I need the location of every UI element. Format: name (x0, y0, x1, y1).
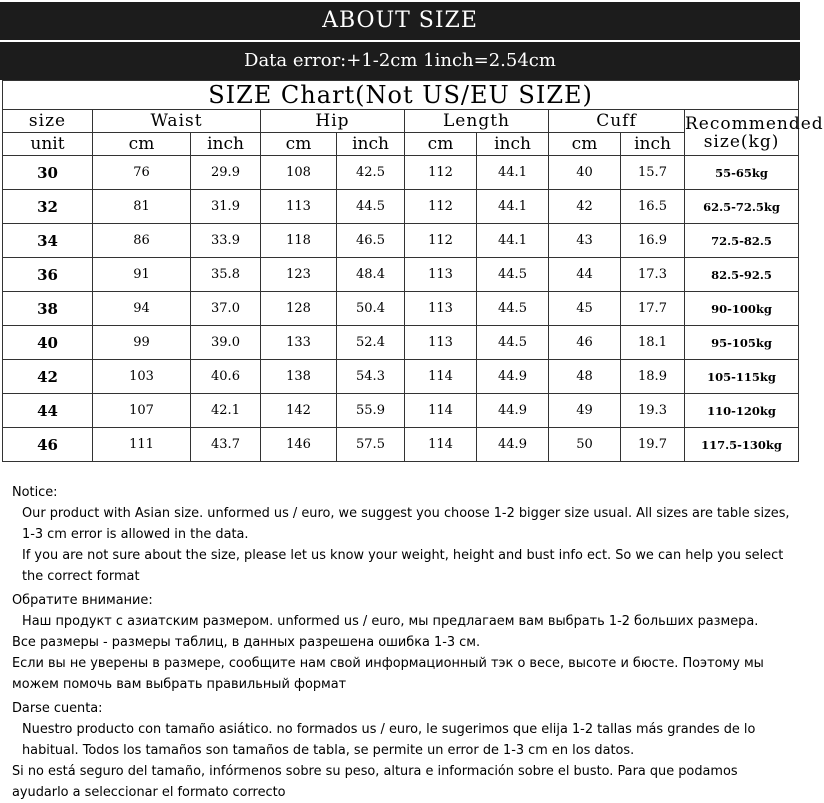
cell-size: 42 (3, 360, 93, 394)
cell-waist-cm: 94 (93, 292, 191, 326)
cell-waist-cm: 107 (93, 394, 191, 428)
cell-cuff-cm: 43 (549, 224, 621, 258)
notice-text-es-1: Nuestro producto con tamaño asiático. no formados us / euro, le sugerimos que elija 1-2 tallas más grandes de lo habitual. Todos los tamaños son tamaños de tabla, se permite un error de 1-3 cm en los datos. (22, 722, 756, 758)
notice-text-en-1: Our product with Asian size. unformed us / euro, we suggest you choose 1-2 bigger size usual. All sizes are table sizes, 1-3 cm error is allowed in the data. (22, 506, 790, 542)
cell-hip-cm: 108 (261, 156, 337, 190)
cell-waist-inch: 33.9 (191, 224, 261, 258)
unit-waist-inch: inch (191, 133, 261, 156)
unit-length-cm: cm (405, 133, 477, 156)
cell-waist-cm: 103 (93, 360, 191, 394)
cell-hip-inch: 57.5 (337, 428, 405, 462)
recommended-unit-label: size(kg) (703, 131, 780, 152)
cell-length-cm: 113 (405, 258, 477, 292)
cell-waist-cm: 111 (93, 428, 191, 462)
cell-recommended-kg: 117.5-130kg (685, 428, 799, 462)
cell-length-cm: 114 (405, 360, 477, 394)
cell-length-inch: 44.9 (477, 360, 549, 394)
cell-size: 44 (3, 394, 93, 428)
cell-cuff-inch: 17.3 (621, 258, 685, 292)
col-header-cuff: Cuff (549, 110, 685, 133)
cell-hip-cm: 118 (261, 224, 337, 258)
table-row (3, 360, 799, 394)
cell-cuff-cm: 45 (549, 292, 621, 326)
cell-waist-cm: 86 (93, 224, 191, 258)
cell-cuff-cm: 48 (549, 360, 621, 394)
cell-hip-cm: 146 (261, 428, 337, 462)
cell-waist-cm: 81 (93, 190, 191, 224)
unit-waist-cm: cm (93, 133, 191, 156)
size-chart-title: SIZE Chart(Not US/EU SIZE) (3, 81, 799, 110)
cell-recommended-kg: 72.5-82.5 (685, 224, 799, 258)
cell-cuff-cm: 40 (549, 156, 621, 190)
cell-length-cm: 113 (405, 292, 477, 326)
unit-cuff-cm: cm (549, 133, 621, 156)
cell-cuff-inch: 18.9 (621, 360, 685, 394)
table-row (3, 190, 799, 224)
cell-cuff-cm: 46 (549, 326, 621, 360)
cell-hip-cm: 128 (261, 292, 337, 326)
cell-recommended-kg: 95-105kg (685, 326, 799, 360)
notice-text-en-2: If you are not sure about the size, please let us know your weight, height and bust info ect. So we can help you select the correct format (22, 548, 784, 584)
cell-recommended-kg: 105-115kg (685, 360, 799, 394)
unit-hip-inch: inch (337, 133, 405, 156)
cell-waist-inch: 43.7 (191, 428, 261, 462)
cell-cuff-cm: 44 (549, 258, 621, 292)
cell-length-inch: 44.5 (477, 292, 549, 326)
col-header-waist: Waist (93, 110, 261, 133)
cell-waist-cm: 99 (93, 326, 191, 360)
cell-cuff-inch: 16.5 (621, 190, 685, 224)
cell-size: 30 (3, 156, 93, 190)
notice-heading-es: Darse cuenta: (12, 701, 103, 716)
cell-waist-inch: 40.6 (191, 360, 261, 394)
col-header-hip: Hip (261, 110, 405, 133)
cell-length-inch: 44.9 (477, 428, 549, 462)
cell-hip-cm: 133 (261, 326, 337, 360)
cell-hip-inch: 48.4 (337, 258, 405, 292)
cell-cuff-inch: 18.1 (621, 326, 685, 360)
notice-text-es-2: Si no está seguro del tamaño, infórmenos sobre su peso, altura e información sobre el busto. Para que podamos ayudarlo a seleccionar el formato correcto (12, 764, 738, 800)
unit-hip-cm: cm (261, 133, 337, 156)
col-header-recommended (685, 110, 824, 156)
notice-text-ru-3: Если вы не уверены в размере, сообщите нам свой информационный тэк о весе, высоте и бюсте. Поэтому мы можем помочь вам выбрать правильный формат (12, 656, 764, 692)
notice-text-ru-2: Все размеры - размеры таблиц, в данных разрешена ошибка 1-3 см. (12, 635, 481, 650)
cell-size: 36 (3, 258, 93, 292)
cell-hip-inch: 44.5 (337, 190, 405, 224)
notice-text-ru-1: Наш продукт с азиатским размером. unformed us / euro, мы предлагаем вам выбрать 1-2 больших размера. (22, 614, 759, 629)
cell-hip-inch: 54.3 (337, 360, 405, 394)
cell-length-inch: 44.1 (477, 224, 549, 258)
table-row (3, 258, 799, 292)
cell-hip-inch: 52.4 (337, 326, 405, 360)
cell-size: 40 (3, 326, 93, 360)
cell-size: 32 (3, 190, 93, 224)
cell-length-inch: 44.1 (477, 156, 549, 190)
cell-length-cm: 112 (405, 190, 477, 224)
table-row (3, 156, 799, 190)
cell-hip-inch: 55.9 (337, 394, 405, 428)
table-row (3, 326, 799, 360)
recommended-label: Recommended (685, 113, 824, 134)
cell-waist-inch: 31.9 (191, 190, 261, 224)
cell-cuff-inch: 16.9 (621, 224, 685, 258)
cell-hip-cm: 142 (261, 394, 337, 428)
cell-waist-inch: 35.8 (191, 258, 261, 292)
cell-hip-inch: 46.5 (337, 224, 405, 258)
cell-cuff-cm: 49 (549, 394, 621, 428)
unit-cuff-inch: inch (621, 133, 685, 156)
unit-label: unit (3, 133, 93, 156)
table-row (3, 292, 799, 326)
cell-length-cm: 113 (405, 326, 477, 360)
cell-waist-inch: 37.0 (191, 292, 261, 326)
about-size-banner: ABOUT SIZE (0, 2, 800, 40)
cell-cuff-inch: 15.7 (621, 156, 685, 190)
cell-length-cm: 114 (405, 394, 477, 428)
col-header-size: size (3, 110, 93, 133)
cell-cuff-inch: 19.7 (621, 428, 685, 462)
cell-hip-inch: 42.5 (337, 156, 405, 190)
cell-waist-inch: 42.1 (191, 394, 261, 428)
cell-hip-cm: 113 (261, 190, 337, 224)
size-chart-table (2, 80, 824, 462)
cell-cuff-cm: 42 (549, 190, 621, 224)
table-row (3, 428, 799, 462)
cell-length-inch: 44.1 (477, 190, 549, 224)
cell-waist-cm: 76 (93, 156, 191, 190)
data-error-banner: Data error:+1-2cm 1inch=2.54cm (0, 42, 800, 80)
cell-waist-cm: 91 (93, 258, 191, 292)
table-row (3, 224, 799, 258)
col-header-length: Length (405, 110, 549, 133)
cell-size: 46 (3, 428, 93, 462)
cell-waist-inch: 29.9 (191, 156, 261, 190)
cell-length-cm: 112 (405, 224, 477, 258)
cell-cuff-inch: 19.3 (621, 394, 685, 428)
cell-recommended-kg: 82.5-92.5 (685, 258, 799, 292)
cell-recommended-kg: 110-120kg (685, 394, 799, 428)
notes-section (12, 482, 796, 803)
notice-heading-ru: Обратите внимание: (12, 593, 153, 608)
cell-recommended-kg: 55-65kg (685, 156, 799, 190)
cell-hip-cm: 138 (261, 360, 337, 394)
cell-length-inch: 44.9 (477, 394, 549, 428)
cell-length-cm: 112 (405, 156, 477, 190)
cell-hip-cm: 123 (261, 258, 337, 292)
notice-heading-en: Notice: (12, 485, 58, 500)
cell-cuff-inch: 17.7 (621, 292, 685, 326)
table-row (3, 394, 799, 428)
cell-length-cm: 114 (405, 428, 477, 462)
cell-cuff-cm: 50 (549, 428, 621, 462)
cell-size: 34 (3, 224, 93, 258)
cell-waist-inch: 39.0 (191, 326, 261, 360)
cell-hip-inch: 50.4 (337, 292, 405, 326)
cell-recommended-kg: 62.5-72.5kg (685, 190, 799, 224)
cell-size: 38 (3, 292, 93, 326)
cell-recommended-kg: 90-100kg (685, 292, 799, 326)
cell-length-inch: 44.5 (477, 326, 549, 360)
cell-length-inch: 44.5 (477, 258, 549, 292)
unit-length-inch: inch (477, 133, 549, 156)
